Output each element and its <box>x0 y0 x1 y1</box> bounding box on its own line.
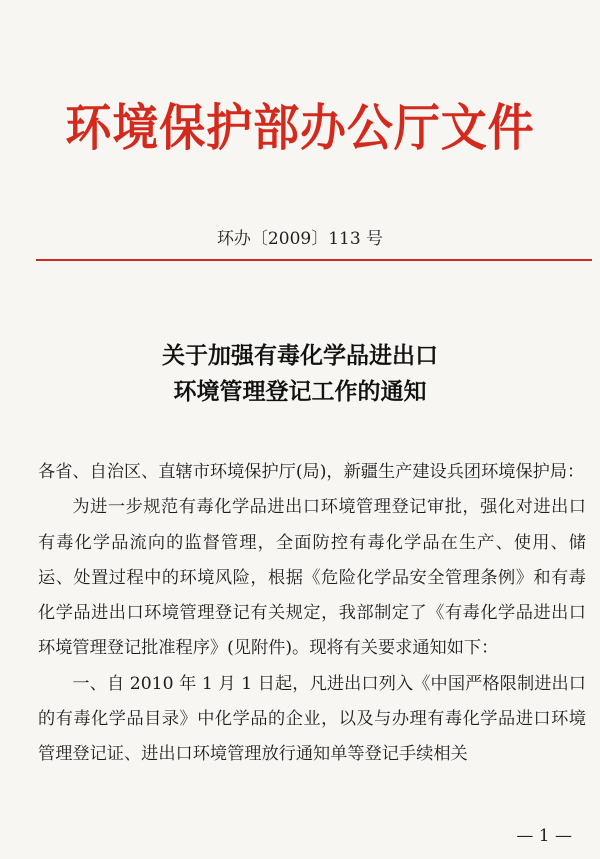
red-separator-line <box>36 259 592 261</box>
paragraph-intro: 为进一步规范有毒化学品进出口环境管理登记审批，强化对进出口有毒化学品流向的监督管理，全面防控有毒化学品在生产、使用、储运、处置过程中的环境风险，根据《危险化学品安全管理条例》和有毒化学品进出口环境管理登记有关规定，我部制定了《有毒化学品进出口环境管理登记批准程序》(见附件)。现将有关要求通知如下： <box>38 497 586 659</box>
document-body <box>38 455 586 773</box>
page-number: — 1 — <box>516 826 572 846</box>
masthead-title: 环境保护部办公厅文件 <box>65 98 535 157</box>
paragraph-item-1: 一、自 2010 年 1 月 1 日起，凡进出口列入《中国严格限制进出口的有毒化学品目录》中化学品的企业，以及与办理有毒化学品进口环境管理登记证、进出口环境管理放行通知单等登记手续相关 <box>38 673 586 765</box>
salutation: 各省、自治区、直辖市环境保护厅(局)，新疆生产建设兵团环境保护局： <box>38 462 585 482</box>
document-number: 环办〔2009〕113 号 <box>216 229 384 249</box>
notice-title-line-1: 关于加强有毒化学品进出口 <box>162 342 438 369</box>
notice-title-line-2: 环境管理登记工作的通知 <box>173 378 427 405</box>
